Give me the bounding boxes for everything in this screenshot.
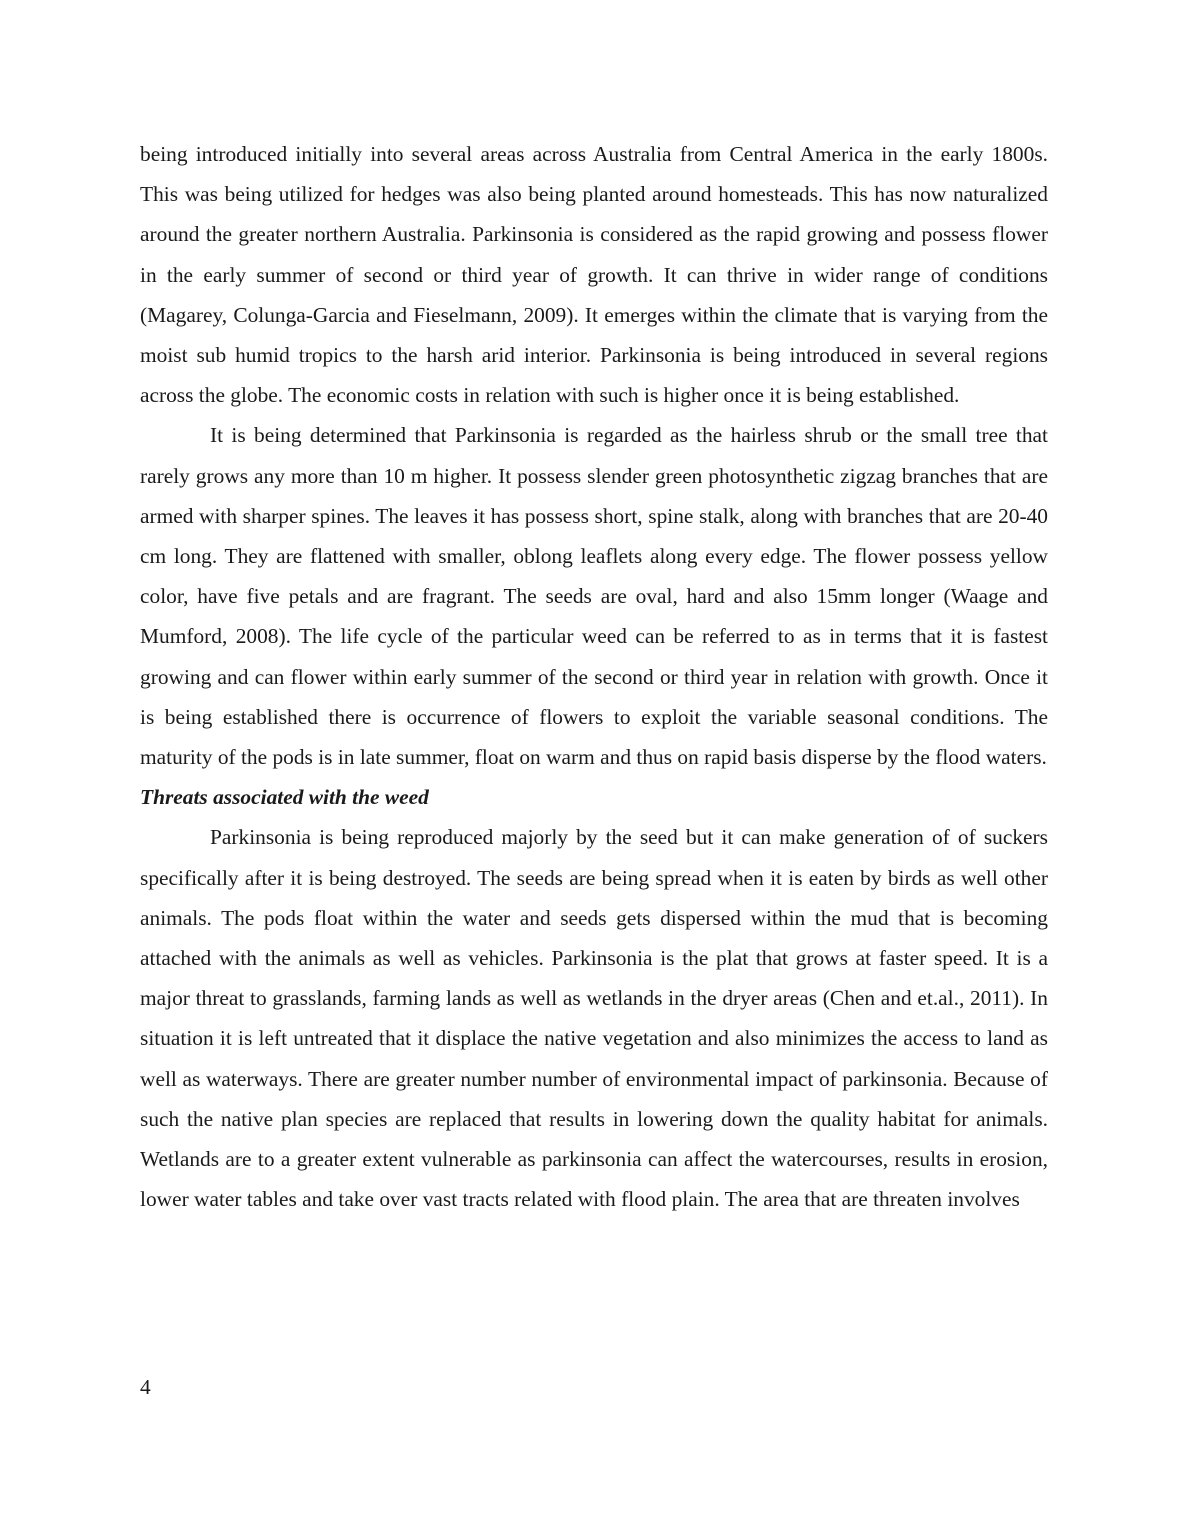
paragraph-introduction: being introduced initially into several areas across Australia from Central America in the early 1800s. This was being utilized for hedges was also being planted around homesteads. This has now naturalized around the greater northern Australia. Parkinsonia is considered as the rapid growing and possess flower in the early summer of second or third year of growth. It can thrive in wider range of conditions (Magarey, Colunga-Garcia and Fieselmann, 2009). It emerges within the climate that is varying from the moist sub humid tropics to the harsh arid interior. Parkinsonia is being introduced in several regions across the globe. The economic costs in relation with such is higher once it is being established. — [140, 142, 1048, 408]
section-heading-threats: Threats associated with the weed — [140, 785, 429, 810]
paragraph-description: It is being determined that Parkinsonia is regarded as the hairless shrub or the small tree that rarely grows any more than 10 m higher. It possess slender green photosynthetic zigzag branches that are armed with sharper spines. The leaves it has possess short, spine stalk, along with branches that are 20-40 cm long. They are flattened with smaller, oblong leaflets along every edge. The flower possess yellow color, have five petals and are fragrant. The seeds are oval, hard and also 15mm longer (Waage and Mumford, 2008). The life cycle of the particular weed can be referred to as in terms that it is fastest growing and can flower within early summer of the second or third year in relation with growth. Once it is being established there is occurrence of flowers to exploit the variable seasonal conditions. The maturity of the pods is in late summer, float on warm and thus on rapid basis disperse by the flood waters. — [140, 423, 1048, 770]
page-number: 4 — [140, 1375, 151, 1399]
paragraph-threats: Parkinsonia is being reproduced majorly by the seed but it can make generation of of suckers specifically after it is being destroyed. The seeds are being spread when it is eaten by birds as well other animals. The pods float within the water and seeds gets dispersed within the mud that is becoming attached with the animals as well as vehicles. Parkinsonia is the plat that grows at faster speed. It is a major threat to grasslands, farming lands as well as wetlands in the dryer areas (Chen and et.al., 2011). In situation it is left untreated that it displace the native vegetation and also minimizes the access to land as well as waterways. There are greater number number of environmental impact of parkinsonia. Because of such the native plan species are replaced that results in lowering down the quality habitat for animals. Wetlands are to a greater extent vulnerable as parkinsonia can affect the watercourses, results in erosion, lower water tables and take over vast tracts related with flood plain. The area that are threaten involves — [140, 825, 1048, 1212]
document-body — [140, 134, 1048, 1219]
